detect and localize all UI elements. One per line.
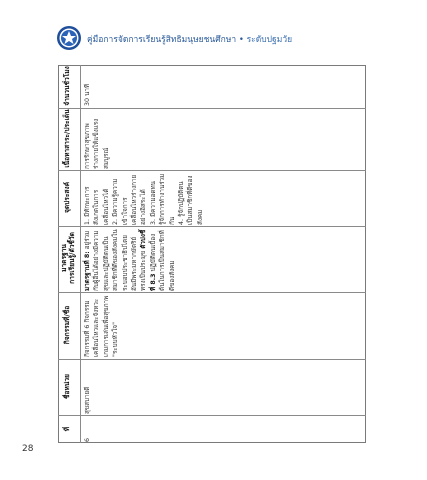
page-header — [56, 25, 396, 51]
standard-heading: มาตรฐานที่ 8: — [84, 251, 91, 291]
header-cell-unit: ชื่อหน่วย — [63, 374, 71, 399]
table-divider — [58, 359, 366, 360]
indicator-heading: ตัวบ่งชี้ที่ 8.3 — [140, 229, 157, 291]
cell-unit: สุขสบายดี — [84, 386, 91, 414]
header-cell-no: ที่ — [63, 426, 71, 432]
indicator-text: ปฏิบัติตนเบื้องต้นในการเป็นสมาชิกที่ดีของสังคม — [149, 230, 176, 291]
table-header-divider — [80, 65, 81, 443]
organization-logo-icon — [56, 25, 82, 51]
header-cell-content: เนื้อหาสาระ/ประเด็น — [63, 109, 71, 168]
header-cell-time: จำนวนชั่วโมง — [63, 66, 71, 106]
cell-no: 6 — [84, 437, 91, 442]
cell-objective: 1. มีทักษะการสังเกตในการเคลื่อนไหวได้ 2. มีความรู้ความเข้าใจการเคลื่อนไหวร่างกายอย่างอิสระได้ 3. มีความอดทน รู้จักการทำงานร่วมกัน 4. รู้จักปฏิบัติตนเป็นสมาชิกที่ดีของสังคม — [84, 173, 204, 225]
page-header-title: คู่มือการจัดการเรียนรู้สิทธิมนุษยชนศึกษา • ระดับปฐมวัย — [87, 35, 293, 45]
standard-text: อยู่ร่วมกับผู้อื่นได้อย่างมีความสุขและปฏิบัติตนเป็นสมาชิกที่ดีของสังคมในระบอบประชาธิปไตย อันมีพระมหากษัตริย์ทรงเป็นประมุข — [84, 229, 148, 291]
header-cell-standard: มาตรฐาน การเรียนรู้/ตัวชี้วัด — [60, 232, 76, 284]
cell-activity: กิจกรรมที่ 6 กิจกรรมเคลื่อนไหวและจังหวะ เกมการเล่นเพื่อสุขภาพ "ระบบหัวใจ" — [84, 295, 120, 357]
header-cell-activity: กิจกรรมที่/ชื่อ — [63, 305, 71, 345]
header-cell-objective: จุดประสงค์ — [63, 181, 71, 214]
cell-standard — [83, 227, 179, 291]
cell-time: 30 นาที — [84, 83, 91, 106]
cell-content: การรักษาสุขภาพ ร่างกายให้แข็งแรงสมบูรณ์ — [84, 118, 110, 169]
table-divider — [58, 415, 366, 416]
page-number: 28 — [22, 444, 34, 454]
